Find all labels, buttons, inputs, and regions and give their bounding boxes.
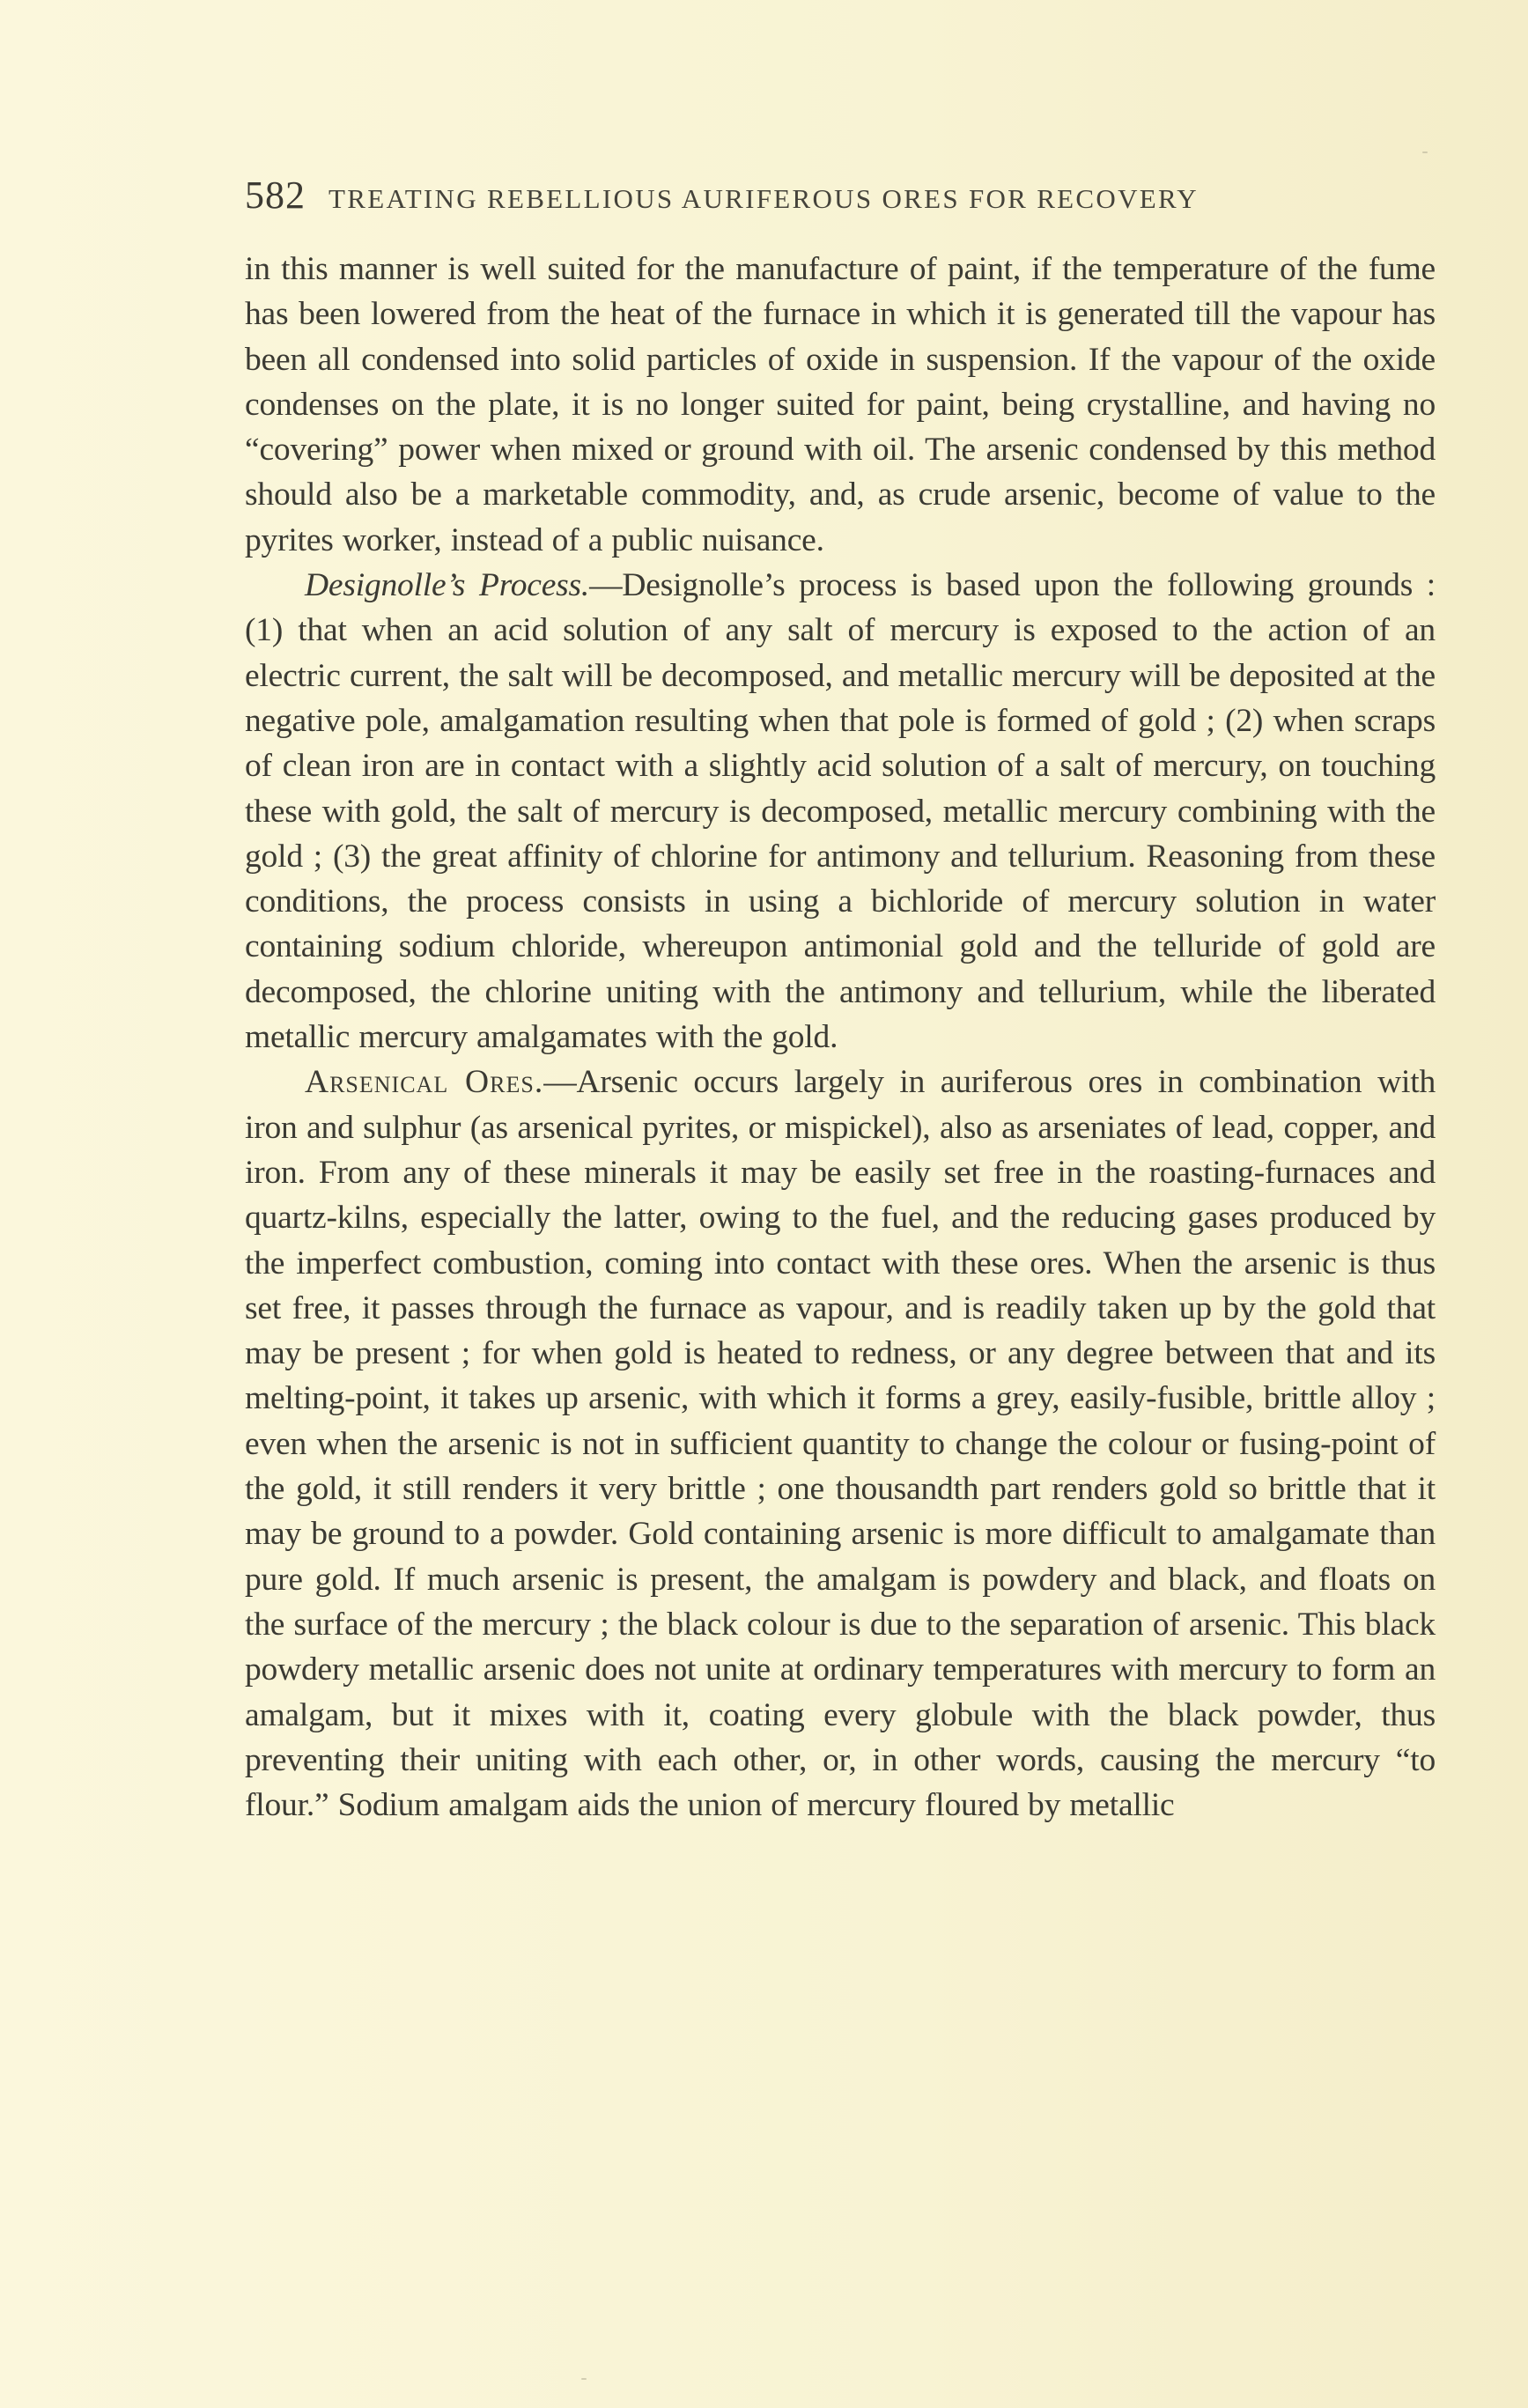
paragraph-text: —Designolle’s process is based upon the following grounds : (1) that when an acid solution of any salt of mercury is exposed to the action of an electric current, the salt will be decomposed, and metallic mercury will be deposited at the negative pole, amalgamation resulting when that pole is formed of gold ; (2) when scraps of clean iron are in contact with a slightly acid solution of a salt of mercury, on touching these with gold, the salt of mercury is decomposed, metallic mercury combining with the gold ; (3) the great affinity of chlorine for antimony and tellurium. Reasoning from these conditions, the process consists in using a bichloride of mercury solution in water containing sodium chloride, whereupon antimonial gold and the telluride of gold are decomposed, the chlorine uniting with the antimony and tellurium, while the liberated metallic mercury amalgamates with the gold. (245, 567, 1436, 1056)
paragraph-designolle-process (245, 563, 1436, 1060)
body-text (245, 247, 1436, 1828)
book-page (245, 173, 1436, 1828)
page-number: 582 (245, 174, 306, 217)
paragraph-arsenical-ores (245, 1060, 1436, 1828)
running-head (245, 173, 1436, 229)
paper-speck (1422, 151, 1428, 153)
section-heading-arsenical-ores: Arsenical Ores. (305, 1064, 544, 1101)
paragraph-continuation (245, 247, 1436, 563)
running-title: TREATING REBELLIOUS AURIFEROUS ORES FOR RECOVERY (328, 183, 1199, 214)
paragraph-text: in this manner is well suited for the manufacture of paint, if the temperature of the fume has been lowered from the heat of the furnace in which it is generated till the vapour has been all condensed into solid particles of oxide in suspension. If the vapour of the oxide condenses on the plate, it is no longer suited for paint, being crystalline, and having no “covering” power when mixed or ground with oil. The arsenic condensed by this method should also be a marketable commodity, and, as crude arsenic, become of value to the pyrites worker, instead of a public nuisance. (245, 251, 1436, 558)
paragraph-text: —Arsenic occurs largely in auriferous ores in combination with iron and sulphur (as arsenical pyrites, or mispickel), also as arseniates of lead, copper, and iron. From any of these minerals it may be easily set free in the roasting-furnaces and quartz-kilns, especially the latter, owing to the fuel, and the reducing gases produced by the imperfect combustion, coming into contact with these ores. When the arsenic is thus set free, it passes through the furnace as vapour, and is readily taken up by the gold that may be present ; for when gold is heated to redness, or any degree between that and its melting-point, it takes up arsenic, with which it forms a grey, easily-fusible, brittle alloy ; even when the arsenic is not in sufficient quantity to change the colour or fusing-point of the gold, it still renders it very brittle ; one thousandth part renders gold so brittle that it may be ground to a powder. Gold containing arsenic is more difficult to amalgamate than pure gold. If much arsenic is present, the amalgam is powdery and black, and floats on the surface of the mercury ; the black colour is due to the separation of arsenic. This black powdery metallic arsenic does not unite at ordinary temperatures with mercury to form an amalgam, but it mixes with it, coating every globule with the black powder, thus preventing their uniting with each other, or, in other words, causing the mercury “to flour.” Sodium amalgam aids the union of mercury floured by metallic (245, 1064, 1436, 1824)
section-heading-designolle: Designolle’s Process. (305, 567, 590, 604)
paper-speck (581, 2378, 587, 2380)
